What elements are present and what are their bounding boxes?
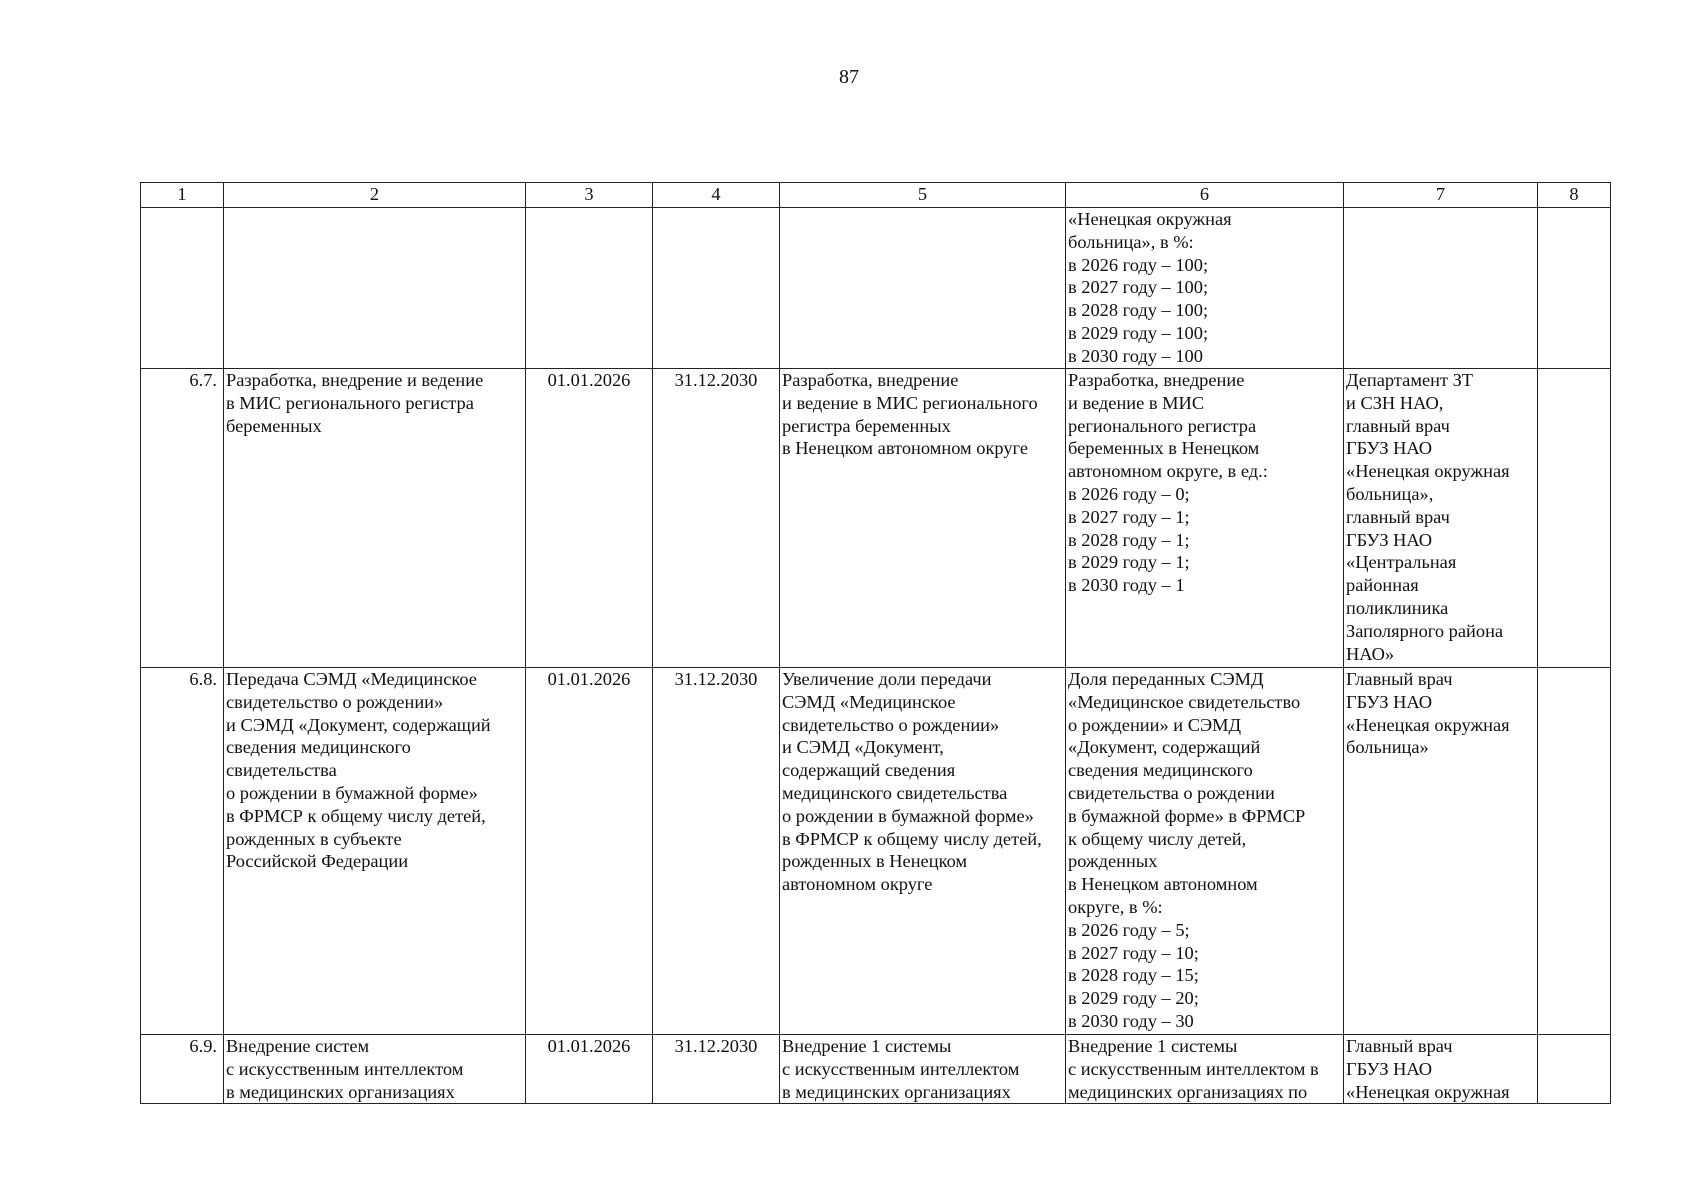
cell-line: Разработка, внедрение и ведение [226,370,484,390]
cell-line: больница» [1346,737,1429,758]
cell-line: в МИС регионального регистра [226,392,474,413]
cell-line: в 2029 году – 20; [1068,988,1199,1009]
cell-line: Главный врач [1346,1036,1453,1056]
cell-line: ГБУЗ НАО [1346,691,1433,712]
measure-name-cell [224,1035,526,1104]
cell-line: медицинского свидетельства [782,782,1008,803]
cell-line: и ведение в МИС регионального [782,392,1038,413]
measure-name-cell [224,369,526,668]
cell-line: поликлиника [1346,597,1449,618]
table-header-row [141,183,1611,208]
note-cell [1538,369,1611,668]
header-cell: 4 [653,183,780,208]
cell-line: о рождении в бумажной форме» [782,805,1034,826]
cell-line: о рождении в бумажной форме» [226,782,478,803]
cell-line: «Ненецкая окружная [1346,714,1510,735]
cell-line: Департамент ЗТ [1346,370,1474,390]
cell-line: в ФРМСР к общему числу детей, [782,828,1042,849]
indicator-cell [1066,1035,1344,1104]
header-cell: 5 [780,183,1066,208]
cell-line: свидетельства [226,760,337,781]
cell-line: свидетельства о рождении [1068,782,1275,803]
cell-line: рожденных в субъекте [226,828,402,849]
cell-line: СЭМД «Медицинское [782,691,956,712]
item-number-cell [141,208,224,369]
note-cell [1538,1035,1611,1104]
cell-line: «Ненецкая окружная [1346,461,1510,482]
start-date-cell: 01.01.2026 [526,668,653,1035]
cell-line: больница», [1346,483,1434,504]
cell-line: с искусственным интеллектом [226,1058,464,1079]
cell-line: в бумажной форме» в ФРМСР [1068,805,1306,826]
cell-line: ГБУЗ НАО [1346,438,1433,459]
expected-result-cell [780,369,1066,668]
indicator-cell [1066,208,1344,369]
note-cell [1538,668,1611,1035]
cell-line: Заполярного района [1346,620,1504,641]
measure-name-cell [224,668,526,1035]
table-row [141,208,1611,369]
cell-line: регионального регистра [1068,415,1257,436]
cell-line: к общему числу детей, [1068,828,1247,849]
start-date-cell [526,208,653,369]
cell-line: Главный врач [1346,669,1453,689]
expected-result-cell [780,1035,1066,1104]
cell-line: Разработка, внедрение [782,370,959,390]
cell-line: рожденных [1068,851,1158,872]
cell-line: в 2029 году – 1; [1068,552,1190,573]
cell-line: в 2028 году – 100; [1068,300,1209,321]
cell-line: свидетельство о рождении» [782,714,1000,735]
cell-line: содержащий сведения [782,760,956,781]
page-number: 87 [839,66,859,88]
cell-line: в 2028 году – 15; [1068,965,1199,986]
cell-line: с искусственным интеллектом в [1068,1058,1319,1079]
cell-line: округе, в %: [1068,896,1163,917]
table-row [141,369,1611,668]
note-cell [1538,208,1611,369]
cell-line: в Ненецком автономном округе [782,438,1029,459]
cell-line: и СЭМД «Документ, [782,737,944,758]
cell-line: Разработка, внедрение [1068,370,1245,390]
cell-line: главный врач [1346,415,1450,436]
indicator-cell [1066,369,1344,668]
cell-line: в ФРМСР к общему числу детей, [226,805,486,826]
start-date-cell: 01.01.2026 [526,369,653,668]
cell-line: в 2026 году – 0; [1068,483,1190,504]
cell-line: медицинских организациях по [1068,1081,1308,1102]
cell-line: районная [1346,575,1419,596]
expected-result-cell [780,208,1066,369]
cell-line: в Ненецком автономном [1068,874,1258,895]
cell-line: Увеличение доли передачи [782,669,992,689]
item-number-cell: 6.7. [141,369,224,668]
cell-line: Российской Федерации [226,851,409,872]
cell-line: Передача СЭМД «Медицинское [226,669,477,689]
end-date-cell: 31.12.2030 [653,369,780,668]
cell-line: в медицинских организациях [782,1081,1011,1102]
cell-line: «Медицинское свидетельство [1068,691,1301,712]
cell-line: Внедрение 1 системы [782,1036,952,1056]
cell-line: Внедрение 1 системы [1068,1036,1238,1056]
cell-line: «Ненецкая окружная [1068,209,1232,229]
header-cell: 2 [224,183,526,208]
cell-line: в 2027 году – 10; [1068,942,1199,963]
cell-line: больница», в %: [1068,231,1194,252]
responsible-cell [1344,208,1538,369]
cell-line: в 2029 году – 100; [1068,322,1209,343]
cell-line: в 2026 году – 100; [1068,254,1209,275]
document-table [140,182,1611,1104]
end-date-cell: 31.12.2030 [653,1035,780,1104]
cell-line: с искусственным интеллектом [782,1058,1020,1079]
cell-line: НАО» [1346,643,1395,664]
cell-line: ГБУЗ НАО [1346,1058,1433,1079]
item-number-cell: 6.8. [141,668,224,1035]
table-row [141,668,1611,1035]
cell-line: и ведение в МИС [1068,392,1205,413]
end-date-cell [653,208,780,369]
cell-line: беременных в Ненецком [1068,438,1260,459]
cell-line: в 2028 году – 1; [1068,529,1190,550]
cell-line: беременных [226,415,322,436]
cell-line: рожденных в Ненецком [782,851,968,872]
cell-line: «Ненецкая окружная [1346,1081,1510,1102]
cell-line: сведения медицинского [1068,760,1253,781]
cell-line: и СЗН НАО, [1346,392,1444,413]
cell-line: ГБУЗ НАО [1346,529,1433,550]
expected-result-cell [780,668,1066,1035]
responsible-cell [1344,1035,1538,1104]
cell-line: в 2027 году – 1; [1068,506,1190,527]
cell-line: в медицинских организациях [226,1081,455,1102]
cell-line: в 2027 году – 100; [1068,277,1209,298]
table-body [141,183,1611,1104]
cell-line: «Центральная [1346,552,1457,573]
cell-line: главный врач [1346,506,1450,527]
cell-line: о рождении» и СЭМД [1068,714,1242,735]
cell-line: Доля переданных СЭМД [1068,669,1264,689]
measure-name-cell [224,208,526,369]
responsible-cell [1344,369,1538,668]
table-row [141,1035,1611,1104]
cell-line: в 2030 году – 1 [1068,575,1185,596]
indicator-cell [1066,668,1344,1035]
header-cell: 3 [526,183,653,208]
cell-line: в 2030 году – 100 [1068,345,1203,366]
item-number-cell: 6.9. [141,1035,224,1104]
end-date-cell: 31.12.2030 [653,668,780,1035]
cell-line: в 2026 году – 5; [1068,919,1190,940]
cell-line: «Документ, содержащий [1068,737,1261,758]
cell-line: Внедрение систем [226,1036,370,1056]
cell-line: и СЭМД «Документ, содержащий [226,714,491,735]
header-cell: 8 [1538,183,1611,208]
start-date-cell: 01.01.2026 [526,1035,653,1104]
cell-line: сведения медицинского [226,737,411,758]
cell-line: в 2030 году – 30 [1068,1010,1194,1031]
header-cell: 7 [1344,183,1538,208]
cell-line: автономном округе, в ед.: [1068,461,1268,482]
cell-line: свидетельство о рождении» [226,691,444,712]
cell-line: регистра беременных [782,415,951,436]
cell-line: автономном округе [782,874,933,895]
header-cell: 1 [141,183,224,208]
header-cell: 6 [1066,183,1344,208]
responsible-cell [1344,668,1538,1035]
